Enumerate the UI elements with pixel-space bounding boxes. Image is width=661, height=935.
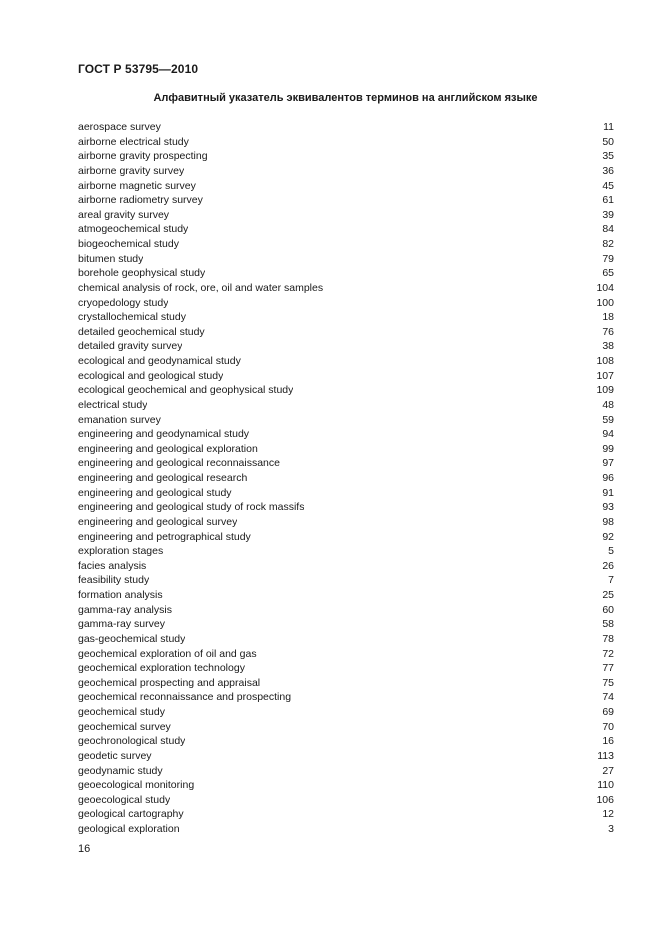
entry-page-ref: 77 (602, 662, 614, 675)
index-entry (78, 149, 614, 164)
entry-term: detailed geochemical study (78, 325, 205, 338)
entry-term: geoecological study (78, 793, 171, 806)
entry-page-ref: 59 (602, 413, 614, 426)
entry-page-ref: 16 (602, 735, 614, 748)
entry-term: areal gravity survey (78, 208, 170, 221)
entry-page-ref: 60 (602, 603, 614, 616)
entry-term: geochronological study (78, 735, 186, 748)
entry-term: engineering and geological reconnaissance (78, 457, 280, 470)
index-entry (78, 632, 614, 647)
entry-page-ref: 12 (602, 808, 614, 821)
entry-term: chemical analysis of rock, ore, oil and water samples (78, 281, 324, 294)
entry-page-ref: 97 (602, 457, 614, 470)
entry-page-ref: 94 (602, 428, 614, 441)
index-entry (78, 456, 614, 471)
entry-page-ref: 45 (602, 179, 614, 192)
entry-term: crystallochemical study (78, 311, 186, 324)
entry-page-ref: 61 (602, 194, 614, 207)
index-entry (78, 339, 614, 354)
entry-term: ecological geochemical and geophysical study (78, 384, 294, 397)
index-entry (78, 164, 614, 179)
entry-page-ref: 109 (596, 384, 614, 397)
index-entry (78, 266, 614, 281)
index-entry (78, 573, 614, 588)
term-index-list (78, 120, 614, 837)
document-code: ГОСТ Р 53795—2010 (78, 62, 199, 76)
entry-term: ecological and geodynamical study (78, 355, 241, 367)
entry-term: geochemical prospecting and appraisal (78, 676, 261, 689)
entry-page-ref: 113 (597, 749, 614, 762)
index-entry (78, 383, 614, 398)
entry-term: gamma-ray analysis (78, 603, 172, 616)
entry-page-ref: 84 (602, 223, 614, 236)
entry-term: geochemical study (78, 706, 165, 718)
entry-term: cryopedology study (78, 296, 169, 309)
entry-page-ref: 99 (602, 442, 614, 455)
index-entry (78, 471, 614, 486)
entry-page-ref: 36 (602, 164, 614, 177)
entry-term: emanation survey (78, 413, 161, 426)
entry-page-ref: 70 (602, 720, 614, 733)
index-title: Алфавитный указатель эквивалентов терминов на английском языке (153, 92, 538, 104)
entry-term: geochemical exploration technology (78, 662, 245, 675)
entry-term: formation analysis (78, 589, 163, 601)
entry-term: geochemical exploration of oil and gas (78, 647, 257, 660)
index-entry (78, 661, 614, 676)
entry-term: borehole geophysical study (78, 267, 206, 280)
index-entry (78, 515, 614, 530)
index-entry (78, 354, 614, 369)
index-entry (78, 793, 614, 808)
index-entry (78, 500, 614, 515)
page-number: 16 (78, 843, 91, 855)
index-entry (78, 559, 614, 574)
entry-term: gamma-ray survey (78, 618, 165, 631)
index-entry (78, 588, 614, 603)
index-entry (78, 486, 614, 501)
entry-page-ref: 69 (602, 706, 614, 718)
entry-page-ref: 107 (596, 369, 614, 382)
entry-term: geodynamic study (78, 764, 163, 777)
index-entry (78, 807, 614, 822)
entry-page-ref: 108 (596, 355, 614, 367)
index-entry (78, 544, 614, 559)
entry-term: engineering and geological survey (78, 515, 238, 528)
entry-term: biogeochemical study (78, 238, 179, 250)
entry-page-ref: 5 (608, 545, 614, 558)
entry-term: atmogeochemical study (78, 223, 189, 236)
entry-page-ref: 74 (602, 691, 614, 704)
entry-page-ref: 50 (602, 135, 614, 148)
entry-page-ref: 65 (602, 267, 614, 280)
entry-page-ref: 58 (602, 618, 614, 631)
index-entry (78, 208, 614, 223)
entry-page-ref: 27 (602, 764, 614, 777)
entry-term: geochemical reconnaissance and prospecting (78, 691, 292, 704)
entry-term: ecological and geological study (78, 369, 224, 382)
entry-term: geological exploration (78, 823, 180, 835)
entry-page-ref: 106 (596, 793, 614, 806)
entry-page-ref: 75 (602, 676, 614, 689)
entry-term: electrical study (78, 398, 148, 411)
entry-page-ref: 100 (596, 296, 614, 309)
entry-page-ref: 104 (596, 281, 614, 294)
index-entry (78, 193, 614, 208)
entry-term: airborne magnetic survey (78, 179, 196, 192)
index-entry (78, 720, 614, 735)
entry-page-ref: 93 (602, 501, 614, 514)
entry-page-ref: 38 (602, 340, 614, 353)
entry-term: geochemical survey (78, 720, 171, 733)
entry-page-ref: 7 (608, 574, 614, 587)
entry-term: engineering and geological study (78, 486, 232, 499)
entry-page-ref: 91 (602, 486, 614, 499)
index-entry (78, 603, 614, 618)
index-entry (78, 427, 614, 442)
index-entry (78, 617, 614, 632)
entry-page-ref: 76 (602, 325, 614, 338)
index-entry (78, 179, 614, 194)
index-entry (78, 822, 614, 837)
index-entry (78, 734, 614, 749)
index-entry (78, 296, 614, 311)
entry-term: exploration stages (78, 545, 164, 558)
index-entry (78, 647, 614, 662)
entry-page-ref: 25 (602, 589, 614, 601)
entry-term: bitumen study (78, 252, 144, 265)
entry-page-ref: 35 (602, 150, 614, 163)
entry-term: engineering and geological study of rock massifs (78, 501, 305, 514)
entry-term: airborne gravity prospecting (78, 150, 208, 163)
entry-term: airborne gravity survey (78, 164, 185, 177)
entry-page-ref: 11 (603, 121, 614, 133)
entry-page-ref: 48 (602, 398, 614, 411)
entry-term: geological cartography (78, 808, 184, 821)
entry-term: engineering and petrographical study (78, 530, 251, 543)
entry-page-ref: 78 (602, 632, 614, 645)
index-entry (78, 325, 614, 340)
entry-term: aerospace survey (78, 121, 161, 133)
entry-page-ref: 18 (602, 311, 614, 324)
entry-term: feasibility study (78, 574, 150, 587)
entry-term: airborne electrical study (78, 135, 189, 148)
index-entry (78, 442, 614, 457)
index-entry (78, 749, 614, 764)
index-entry (78, 281, 614, 296)
index-entry (78, 252, 614, 267)
entry-page-ref: 110 (597, 779, 614, 792)
entry-term: gas-geochemical study (78, 632, 186, 645)
entry-page-ref: 3 (608, 823, 614, 835)
entry-term: facies analysis (78, 559, 147, 572)
index-entry (78, 705, 614, 720)
index-entry (78, 369, 614, 384)
index-entry (78, 135, 614, 150)
entry-term: geoecological monitoring (78, 779, 195, 792)
index-entry (78, 676, 614, 691)
index-entry (78, 690, 614, 705)
index-entry (78, 398, 614, 413)
entry-page-ref: 72 (602, 647, 614, 660)
index-entry (78, 310, 614, 325)
entry-page-ref: 82 (602, 238, 614, 250)
index-entry (78, 413, 614, 428)
index-entry (78, 237, 614, 252)
entry-page-ref: 92 (602, 530, 614, 543)
entry-page-ref: 96 (602, 472, 614, 484)
index-entry (78, 222, 614, 237)
entry-term: engineering and geological exploration (78, 442, 258, 455)
entry-term: geodetic survey (78, 749, 152, 762)
entry-page-ref: 79 (602, 252, 614, 265)
entry-term: airborne radiometry survey (78, 194, 203, 207)
entry-term: detailed gravity survey (78, 340, 183, 353)
index-entry (78, 764, 614, 779)
index-entry (78, 778, 614, 793)
entry-term: engineering and geological research (78, 472, 248, 484)
entry-term: engineering and geodynamical study (78, 428, 250, 441)
entry-page-ref: 98 (602, 515, 614, 528)
index-entry (78, 530, 614, 545)
index-entry (78, 120, 614, 135)
entry-page-ref: 26 (602, 559, 614, 572)
entry-page-ref: 39 (602, 208, 614, 221)
